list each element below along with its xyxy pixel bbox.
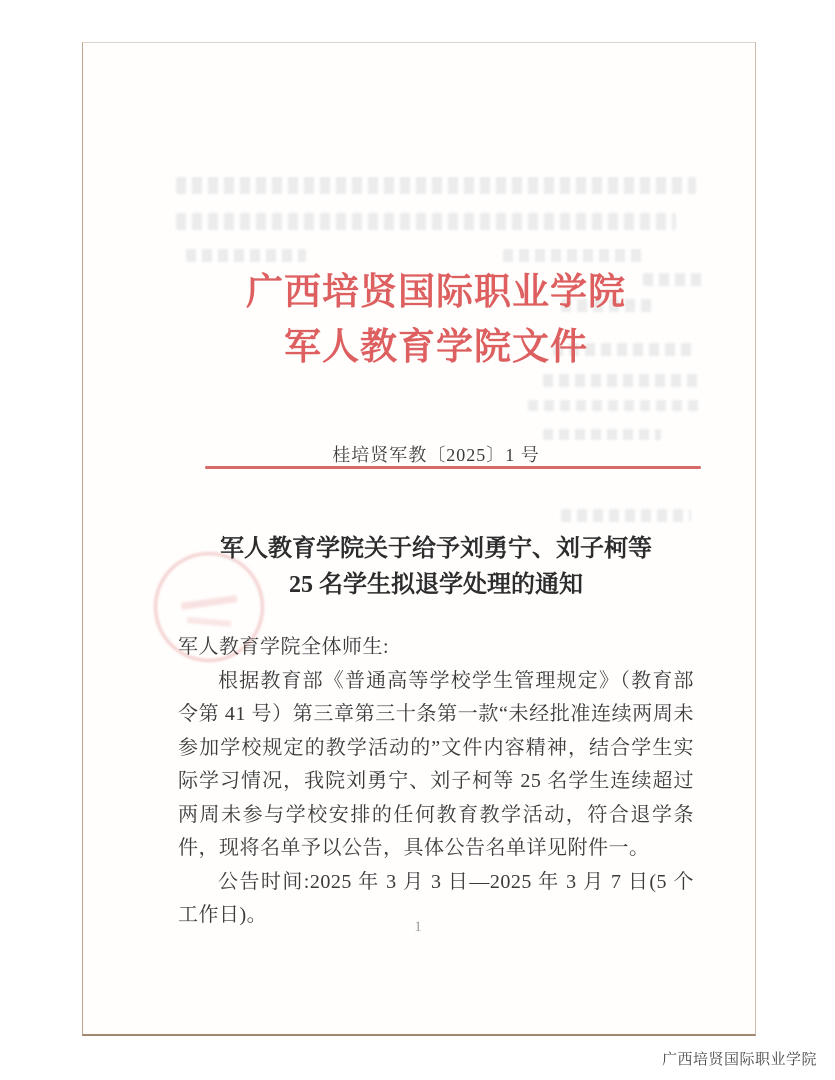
bleed-through-line [528, 400, 703, 411]
bleed-through-line [176, 177, 696, 194]
bleed-through-line [543, 429, 661, 440]
seal-mark [187, 617, 231, 627]
scanned-document-page [82, 42, 756, 1036]
page-number: 1 [414, 919, 422, 935]
notice-title [178, 531, 694, 603]
bleed-through-line [543, 374, 703, 387]
letterhead-line2: 军人教育学院文件 [284, 327, 588, 368]
footer-watermark: 广西培贤国际职业学院 [661, 1051, 817, 1068]
bleed-through-line [186, 249, 306, 262]
bleed-through-line [561, 509, 691, 522]
notice-title-line1: 军人教育学院关于给予刘勇宁、刘子柯等 [220, 536, 652, 562]
notice-title-line2: 25 名学生拟退学处理的通知 [289, 572, 583, 598]
letterhead-line1: 广西培贤国际职业学院 [246, 272, 626, 313]
salutation: 军人教育学院全体师生: [178, 636, 390, 658]
bleed-through-line [503, 249, 643, 262]
document-number: 桂培贤军教〔2025〕1 号 [332, 445, 540, 465]
bleed-through-line [176, 213, 676, 230]
notice-body [178, 631, 694, 933]
notice-period: 公告时间:2025 年 3 月 3 日—2025 年 3 月 7 日(5 个工作日)。 [178, 870, 694, 926]
red-divider-line [205, 466, 701, 469]
body-paragraph: 根据教育部《普通高等学校学生管理规定》（教育部令第 41 号）第三章第三十条第一款“未经批准连续两周未参加学校规定的教学活动的”文件内容精神，结合学生实际学习情况，我院刘勇宁、刘子柯等 25 名学生连续超过两周未参与学校安排的任何教育教学活动，符合退学条件，现将名单予以公告，具体公告名单详见附件一。 [178, 669, 694, 859]
letterhead [178, 265, 694, 375]
